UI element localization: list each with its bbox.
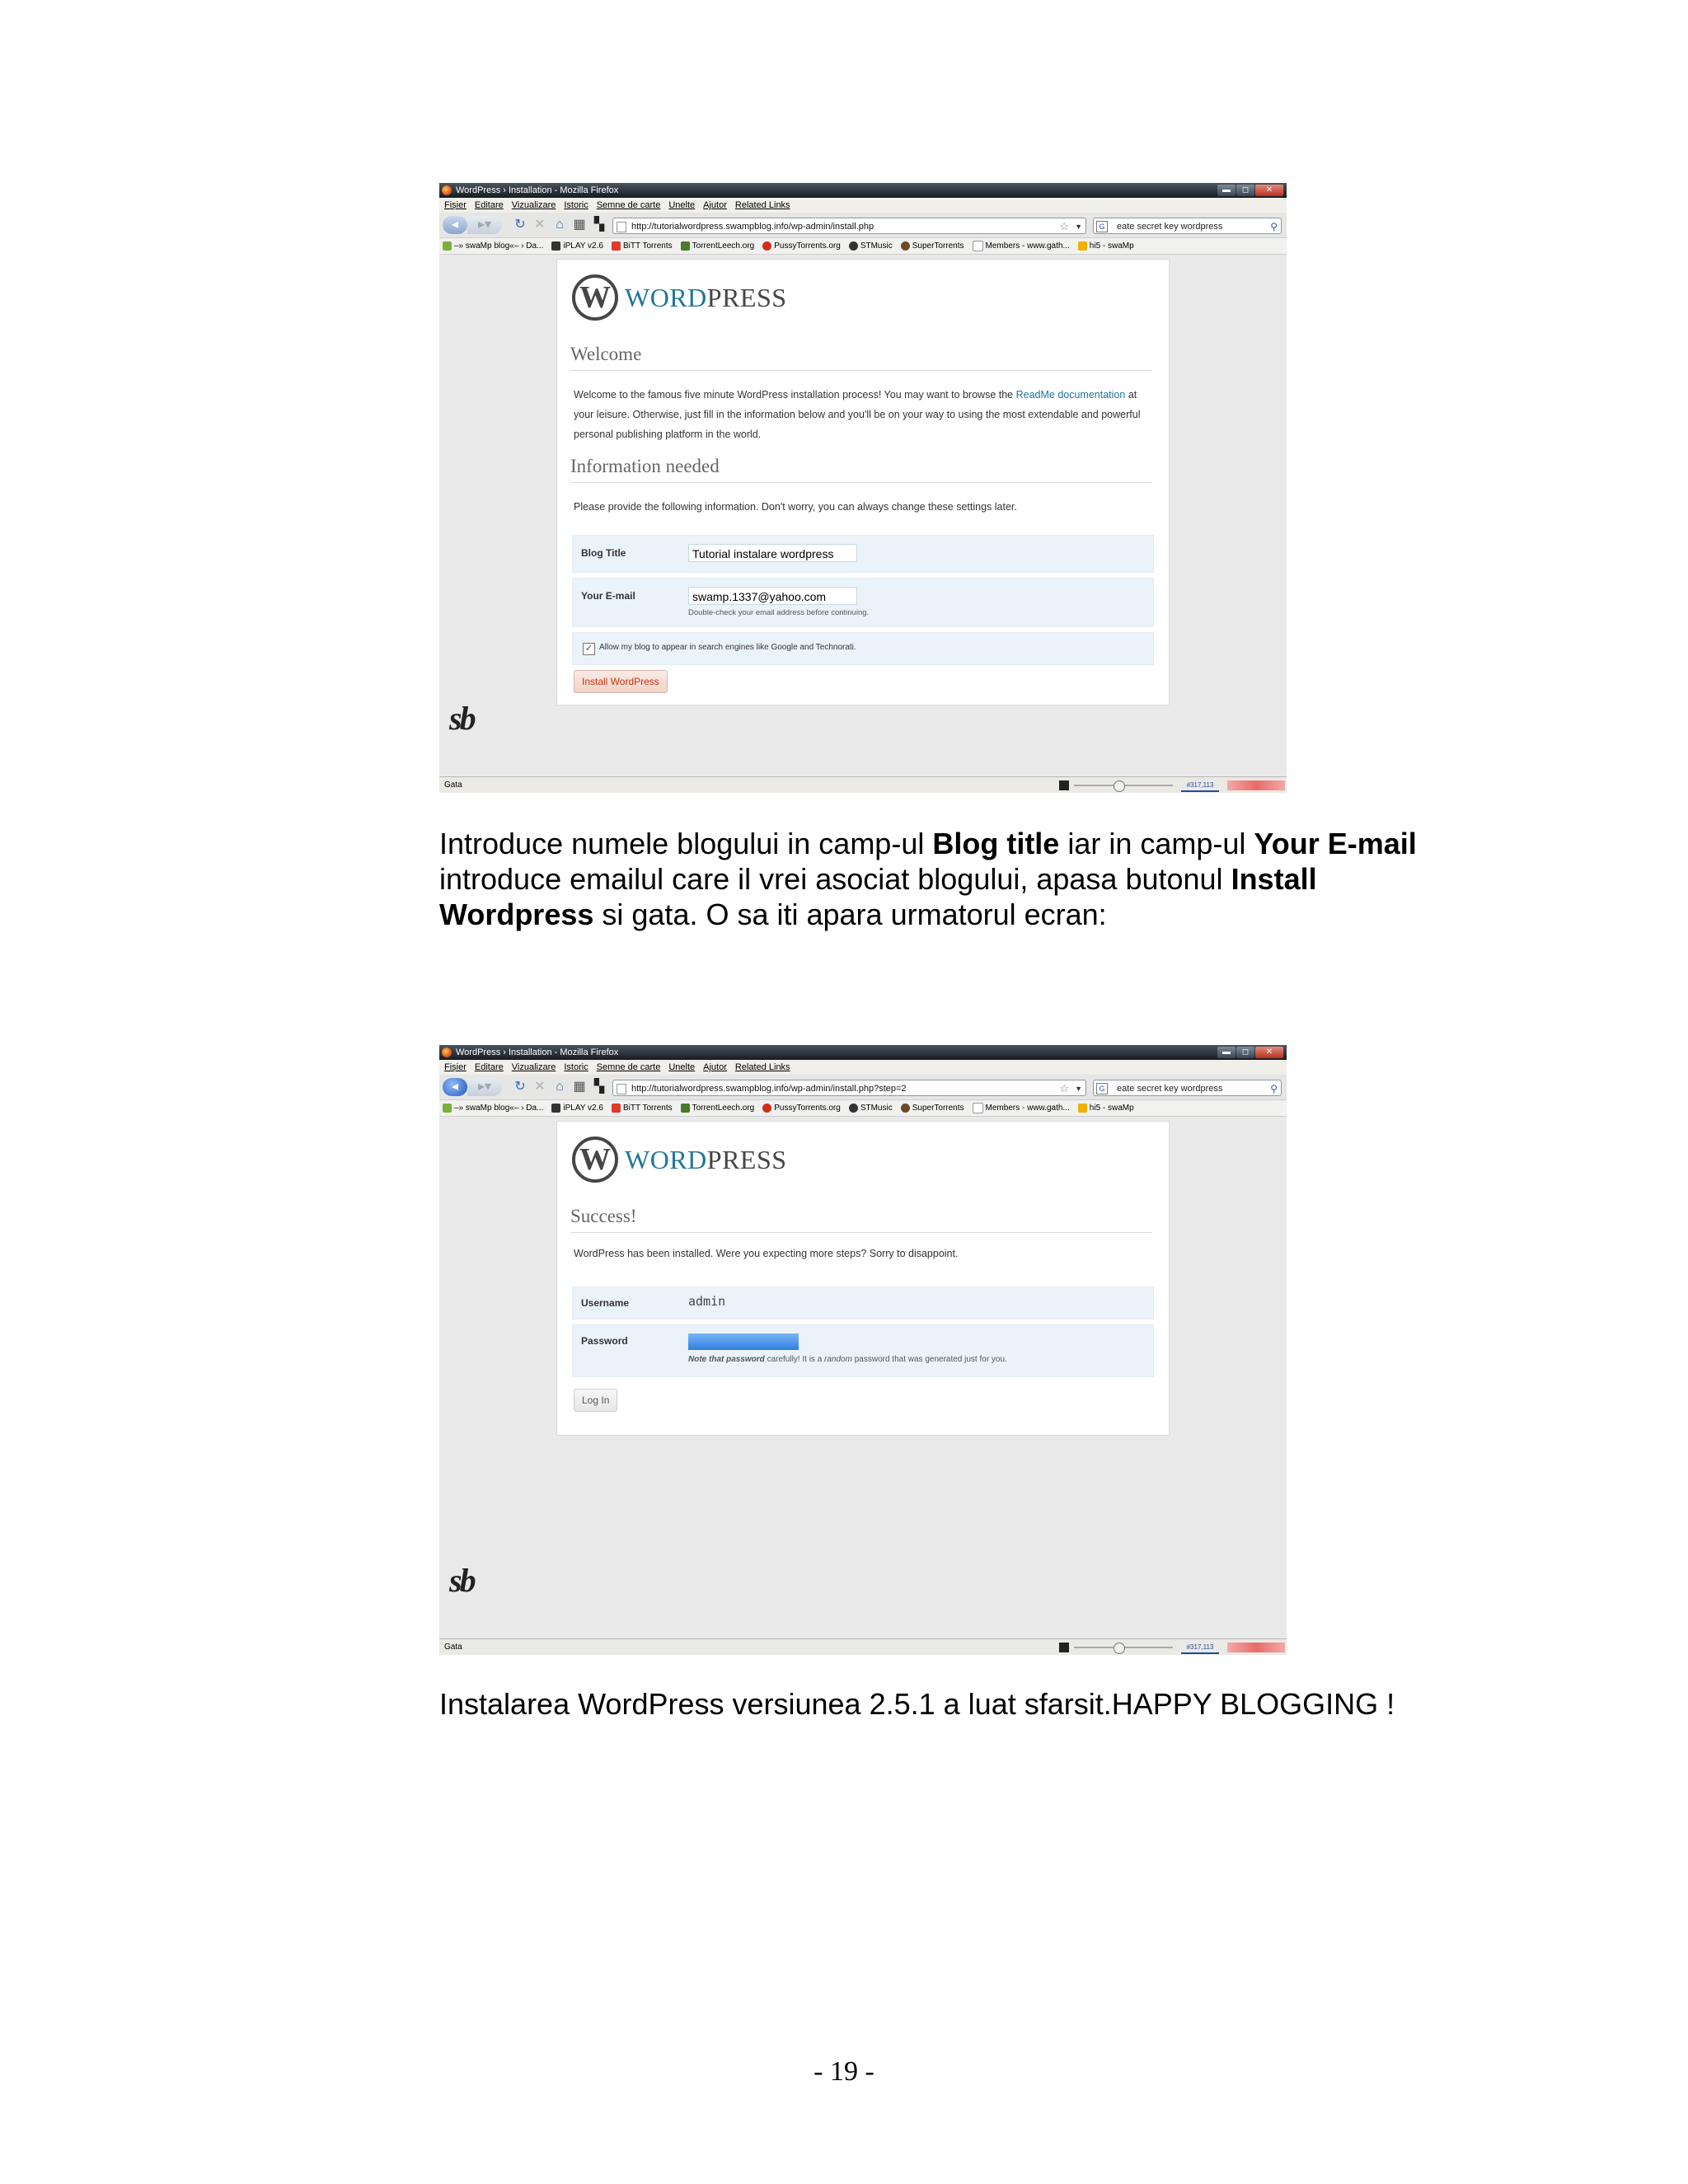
bookmarks-toolbar [439, 1100, 1287, 1117]
back-icon[interactable]: ◂ [443, 1078, 467, 1096]
bookmark-item[interactable]: PussyTorrents.org [762, 238, 841, 254]
search-icon[interactable]: ⚲ [1270, 1083, 1278, 1094]
password-redacted [688, 1333, 799, 1350]
caption-instructions: Introduce numele blogului in camp-ul Blog title iar in camp-ul Your E-mail introduce emailul care il vrei asociat blogului, apasa butonul Install Wordpress si gata. O sa iti apara urmatorul ecran: [439, 827, 1417, 931]
bookmark-icon [901, 1104, 910, 1113]
bookmark-item[interactable]: PussyTorrents.org [762, 1100, 841, 1116]
slider-knob[interactable] [1114, 1643, 1125, 1654]
url-bar[interactable] [612, 218, 1086, 234]
username-row [572, 1286, 1154, 1319]
page-icon [973, 1103, 983, 1113]
screenshot-install-form [439, 183, 1287, 793]
menu-history[interactable]: Istoric [564, 1062, 588, 1072]
email-row [572, 578, 1154, 627]
search-icon[interactable]: ⚲ [1270, 221, 1278, 232]
url-text: http://tutorialwordpress.swampblog.info/wp-admin/install.php [631, 222, 874, 232]
menu-bar [439, 1060, 1287, 1075]
log-in-button[interactable]: Log In [574, 1389, 617, 1412]
status-bar [439, 1638, 1287, 1655]
page-content [439, 255, 1287, 766]
search-text: eate secret key wordpress [1117, 1084, 1223, 1094]
status-text: Gata [444, 1643, 462, 1652]
maximize-icon[interactable]: ◻ [1236, 1047, 1254, 1058]
reload-icon[interactable]: ↻ [514, 1080, 526, 1094]
allow-search-label: Allow my blog to appear in search engines like Google and Technorati. [599, 643, 856, 652]
chevron-down-icon[interactable]: ▼ [1075, 223, 1082, 231]
sb-logo-icon: sb [449, 700, 474, 737]
menu-file[interactable]: Fișier [444, 200, 467, 210]
google-icon[interactable]: G [1096, 221, 1108, 232]
home-icon[interactable]: ⌂ [556, 1080, 564, 1094]
bookmark-star-icon[interactable]: ☆ [1059, 1082, 1069, 1094]
menu-bookmarks[interactable]: Semne de carte [596, 200, 661, 210]
menu-tools[interactable]: Unelte [668, 200, 696, 210]
bookmark-item[interactable]: –» swaMp blog«– › Da... [443, 238, 543, 254]
bookmark-icon [612, 1104, 621, 1113]
search-input[interactable] [1093, 1080, 1282, 1096]
bookmark-icon [762, 1104, 771, 1113]
addon-icon[interactable] [1059, 780, 1069, 790]
menu-edit[interactable]: Editare [474, 1062, 504, 1072]
bookmark-item[interactable]: BiTT Torrents [612, 238, 673, 254]
bookmark-icon [901, 241, 910, 251]
menu-tools[interactable]: Unelte [668, 1062, 696, 1072]
menu-view[interactable]: Vizualizare [511, 1062, 556, 1072]
menu-history[interactable]: Istoric [564, 200, 588, 210]
menu-related-links[interactable]: Related Links [734, 200, 790, 210]
bookmark-icon [612, 241, 621, 251]
info-text: Please provide the following information. Don't worry, you can always change these settings later. [574, 501, 1017, 513]
toolbar-addon-icon[interactable]: ▦ [573, 218, 586, 232]
success-heading: Success! [570, 1206, 1152, 1233]
email-note: Double-check your email address before continuing. [688, 608, 870, 617]
stop-icon[interactable]: ✕ [534, 1080, 546, 1094]
bookmark-icon [762, 241, 771, 251]
page-icon [973, 241, 983, 251]
url-text: http://tutorialwordpress.swampblog.info/wp-admin/install.php?step=2 [631, 1084, 907, 1094]
toolbar-window-icon[interactable]: ▚ [593, 1080, 605, 1094]
menu-bar [439, 198, 1287, 213]
window-controls [1217, 185, 1283, 196]
bookmark-icon [681, 241, 690, 251]
bookmark-item[interactable]: TorrentLeech.org [681, 1100, 755, 1116]
username-label: Username [581, 1297, 630, 1309]
rank-text: #317,113 [1181, 1643, 1219, 1654]
page-icon [617, 222, 626, 232]
logo-word-press: PRESS [706, 283, 787, 312]
search-engine-row [572, 632, 1154, 665]
bookmark-item[interactable]: hi5 - swaMp [1078, 1100, 1134, 1116]
info-heading: Information needed [570, 456, 1152, 483]
caption-finish: Instalarea WordPress versiunea 2.5.1 a luat sfarsit.HAPPY BLOGGING ! [439, 1687, 1395, 1721]
menu-bookmarks[interactable]: Semne de carte [596, 1062, 661, 1072]
menu-related-links[interactable]: Related Links [734, 1062, 790, 1072]
search-text: eate secret key wordpress [1117, 222, 1223, 232]
allow-search-checkbox[interactable]: ✓ [583, 643, 595, 655]
bookmark-icon [681, 1104, 690, 1113]
bookmark-item[interactable]: STMusic [849, 238, 893, 254]
install-wordpress-button[interactable]: Install WordPress [574, 670, 668, 693]
window-titlebar [439, 1045, 1287, 1060]
bookmark-item[interactable]: STMusic [849, 1100, 893, 1116]
sb-logo-icon: sb [449, 1562, 474, 1599]
firefox-icon [442, 1047, 452, 1057]
home-icon[interactable]: ⌂ [556, 218, 564, 232]
logo-word-word: WORD [625, 1145, 707, 1174]
page-number: - 19 - [814, 2056, 874, 2087]
menu-edit[interactable]: Editare [474, 200, 504, 210]
blog-title-input[interactable]: Tutorial instalare wordpress [688, 544, 857, 562]
menu-file[interactable]: Fișier [444, 1062, 467, 1072]
success-text: WordPress has been installed. Were you expecting more steps? Sorry to disappoint. [574, 1248, 959, 1259]
window-title: WordPress › Installation - Mozilla Firefox [456, 185, 619, 195]
screenshot-install-success [439, 1045, 1287, 1655]
forward-icon[interactable]: ▸▾ [467, 216, 502, 234]
slider-knob[interactable] [1114, 780, 1125, 792]
rank-text: #317,113 [1181, 780, 1219, 792]
navigation-toolbar [439, 213, 1287, 238]
minimize-icon[interactable]: ▬ [1217, 185, 1236, 196]
menu-help[interactable]: Ajutor [703, 200, 727, 210]
email-input[interactable]: swamp.1337@yahoo.com [688, 587, 857, 605]
email-label: Your E-mail [581, 590, 635, 602]
firefox-icon [442, 185, 452, 195]
maximize-icon[interactable]: ◻ [1236, 185, 1254, 196]
bookmark-icon [849, 1104, 858, 1113]
navigation-toolbar [439, 1075, 1287, 1100]
bold-your-email: Your E-mail [1254, 827, 1417, 860]
chevron-down-icon[interactable]: ▼ [1075, 1085, 1082, 1093]
bold-blog-title: Blog title [932, 827, 1060, 860]
back-icon[interactable]: ◂ [443, 216, 467, 234]
window-controls [1217, 1047, 1283, 1058]
readme-link[interactable]: ReadMe documentation [1015, 389, 1126, 401]
rss-icon [443, 241, 452, 251]
bookmarks-toolbar [439, 238, 1287, 255]
bookmark-item[interactable]: SuperTorrents [901, 1100, 964, 1116]
welcome-text: Welcome to the famous five minute WordPress installation process! You may want to browse the ReadMe documentation at your leisure. Otherwise, just fill in the information below and you'll be on your way to using the most extendable and powerful personal publishing platform in the world. [574, 389, 1141, 440]
bookmark-star-icon[interactable]: ☆ [1059, 220, 1069, 232]
hi5-icon [1078, 1104, 1087, 1113]
rss-icon [443, 1104, 452, 1113]
forward-icon[interactable]: ▸▾ [467, 1078, 502, 1096]
password-label: Password [581, 1335, 628, 1347]
status-text: Gata [444, 780, 462, 790]
username-value: admin [688, 1294, 726, 1309]
wp-install-panel [556, 259, 1170, 705]
bookmark-item[interactable]: SuperTorrents [901, 238, 964, 254]
bookmark-item[interactable]: Members - www.gath... [973, 1100, 1070, 1116]
bookmark-icon [551, 241, 560, 251]
wordpress-w-icon: W [572, 1137, 618, 1183]
blog-title-label: Blog Title [581, 547, 626, 559]
logo-word-press: PRESS [706, 1145, 787, 1174]
bookmark-item[interactable]: Members - www.gath... [973, 238, 1070, 254]
bookmark-icon [849, 241, 858, 251]
bookmark-item[interactable]: iPLAY v2.6 [551, 1100, 603, 1116]
menu-view[interactable]: Vizualizare [511, 200, 556, 210]
wordpress-w-icon: W [572, 274, 618, 321]
google-icon[interactable]: G [1096, 1083, 1108, 1094]
bookmark-icon [551, 1104, 560, 1113]
bookmark-item[interactable]: TorrentLeech.org [681, 238, 755, 254]
window-title: WordPress › Installation - Mozilla Firefox [456, 1047, 619, 1057]
status-bar [439, 776, 1287, 793]
page-content [439, 1118, 1287, 1629]
search-input[interactable] [1093, 218, 1282, 234]
toolbar-window-icon[interactable]: ▚ [593, 218, 605, 232]
window-titlebar [439, 183, 1287, 198]
page-icon [617, 1084, 626, 1094]
menu-help[interactable]: Ajutor [703, 1062, 727, 1072]
stop-icon[interactable]: ✕ [534, 218, 546, 232]
wp-success-panel [556, 1121, 1170, 1436]
bookmark-item[interactable]: hi5 - swaMp [1078, 238, 1134, 254]
pagerank-bar [1227, 780, 1285, 790]
welcome-heading: Welcome [570, 344, 1152, 371]
logo-word-word: WORD [625, 283, 707, 312]
url-bar[interactable] [612, 1080, 1086, 1096]
bookmark-item[interactable]: –» swaMp blog«– › Da... [443, 1100, 543, 1116]
bookmark-item[interactable]: iPLAY v2.6 [551, 238, 603, 254]
password-row [572, 1324, 1154, 1377]
pagerank-bar [1227, 1643, 1285, 1652]
bold-install-wordpress: Install Wordpress [439, 862, 1317, 931]
close-icon[interactable]: ✕ [1255, 185, 1283, 196]
hi5-icon [1078, 241, 1087, 251]
password-note: Note that password carefully! It is a random password that was generated just for you. [688, 1355, 1007, 1364]
close-icon[interactable]: ✕ [1255, 1047, 1283, 1058]
toolbar-addon-icon[interactable]: ▦ [573, 1080, 586, 1094]
reload-icon[interactable]: ↻ [514, 218, 526, 232]
minimize-icon[interactable]: ▬ [1217, 1047, 1236, 1058]
blog-title-row [572, 535, 1154, 573]
bookmark-item[interactable]: BiTT Torrents [612, 1100, 673, 1116]
addon-icon[interactable] [1059, 1643, 1069, 1652]
